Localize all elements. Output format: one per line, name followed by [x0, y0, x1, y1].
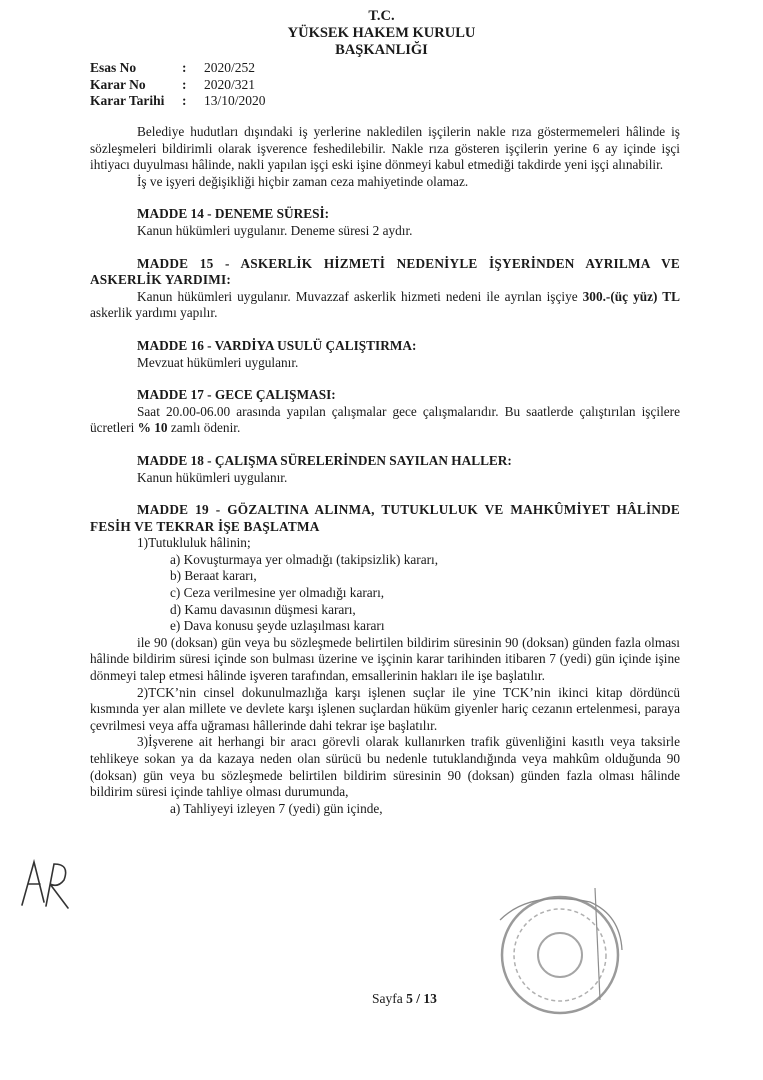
page-label: Sayfa [372, 991, 407, 1006]
article-17-title: MADDE 17 - GECE ÇALIŞMASI: [137, 387, 336, 403]
article-16-text: Mevzuat hükümleri uygulanır. [137, 354, 299, 370]
official-stamp [470, 880, 640, 1020]
list-item: a) Kovuşturmaya yer olmadığı (takipsizlik) kararı, [170, 551, 439, 567]
meta-value: 13/10/2020 [204, 93, 266, 108]
article-19-subsection-1: 1)Tutukluluk hâlinin; [137, 535, 251, 551]
header-presidency: BAŞKANLIĞI [335, 42, 428, 58]
list-item: b) Beraat kararı, [170, 568, 257, 584]
article-18-title: MADDE 18 - ÇALIŞMA SÜRELERİNDEN SAYILAN HALLER: [137, 452, 512, 468]
meta-value: 2020/321 [204, 76, 256, 92]
text-part: Kanun hükümleri uygulanır. Muvazzaf askerlik hizmeti nedeni ile ayrılan işçiye [137, 288, 583, 304]
meta-key: Karar Tarihi [90, 93, 165, 108]
handwritten-initials [10, 850, 80, 920]
document-body [90, 124, 680, 817]
article-19-paragraph-3: 3)İşverene ait herhangi bir aracı görevli olarak kullanırken trafik güvenliğini kasıtlı veya taksirle tehlikeye sokan ya da kazaya neden olan sürücü bu nedenle tutuklandığında veya mahkûm olduğunda 90 (doksan) gün veya bu sözleşmede belirtilen bildirim süresinin 90 (doksan) günden fazla olması hâlinde bildirim süresi içinde tahliye olması durumunda, [90, 734, 680, 800]
list-item: e) Dava konusu şeyde uzlaşılması kararı [170, 618, 385, 634]
case-number-row [90, 60, 266, 77]
document-header [0, 8, 763, 59]
header-tc: T.C. [368, 8, 395, 24]
article-14-text: Kanun hükümleri uygulanır. Deneme süresi 2 aydır. [137, 222, 413, 238]
meta-sep: : [182, 93, 187, 108]
article-19-paragraph-1: ile 90 (doksan) gün veya bu sözleşmede belirtilen bildirim süresinin 90 (doksan) günden fazla olması hâlinde bildirim süresi içinde son bulması üzerine ve işçinin karar tarihinden itibaren 7 (yedi) gün içinde işine dönmeyi talep etmesi hâlinde işveren tarafından, emsallerinin hakları ile işe başlatılır. [90, 634, 680, 684]
page-number: 5 / 13 [406, 991, 437, 1006]
page-footer [372, 991, 437, 1007]
article-19-item-a: a) Tahliyeyi izleyen 7 (yedi) gün içinde, [170, 800, 383, 816]
article-15-text [90, 289, 680, 322]
percentage: % 10 [137, 420, 168, 436]
meta-sep: : [182, 76, 187, 92]
list-item: c) Ceza verilmesine yer olmadığı kararı, [170, 585, 385, 601]
intro-paragraph: Belediye hudutları dışındaki iş yerlerine nakledilen işçilerin nakle rıza göstermemeleri hâlinde iş sözleşmeleri bildirimli olarak işverence feshedilebilir. Nakle rıza gösteren işçilerin yerine 6 ay içinde işçi ihtiyacı duyulması hâlinde, nakli yapılan işçi eski işine dönmeyi kabul etmediği takdirde yeni işçi alınabilir. [90, 124, 680, 173]
decision-number-row [90, 77, 266, 94]
case-info [90, 60, 266, 110]
meta-key: Karar No [90, 76, 146, 92]
article-19-paragraph-2: 2)TCK’nin cinsel dokunulmazlığa karşı işlenen suçlar ile yine TCK’nin ikinci kitap dördüncü kısmında yer alan millete ve devlete karşı işlenen suçlardan hüküm giyenler hariç cezanın ertelenmesi, paraya çevrilmesi veya affa uğraması hâllerinde dahi tekrar işe başlatılır. [90, 684, 680, 733]
article-19-title: MADDE 19 - GÖZALTINA ALINMA, TUTUKLULUK VE MAHKÛMİYET HÂLİNDE FESİH VE TEKRAR İŞE BAŞLATMA [90, 502, 680, 534]
list-item: d) Kamu davasının düşmesi kararı, [170, 601, 356, 617]
text-part: Saat 20.00-06.00 arasında yapılan çalışmalar gece çalışmalarıdır. Bu saatlerde çalıştırılan işçilere ücretleri [90, 403, 680, 436]
decision-date-row [90, 93, 266, 110]
text-part: askerlik yardımı yapılır. [90, 305, 218, 321]
amount: 300.-(üç yüz) TL [582, 288, 680, 304]
text-part: zamlı ödenir. [167, 420, 241, 436]
article-16-title: MADDE 16 - VARDİYA USULÜ ÇALIŞTIRMA: [137, 337, 417, 353]
article-18-text: Kanun hükümleri uygulanır. [137, 469, 288, 485]
article-14-title: MADDE 14 - DENEME SÜRESİ: [137, 206, 330, 222]
meta-key: Esas No [90, 60, 137, 75]
meta-value: 2020/252 [204, 60, 256, 75]
intro-paragraph-2: İş ve işyeri değişikliği hiçbir zaman ceza mahiyetinde olamaz. [137, 173, 469, 189]
meta-sep: : [182, 60, 187, 75]
article-17-text [90, 404, 680, 437]
header-institution: YÜKSEK HAKEM KURULU [287, 25, 476, 41]
article-15-title: MADDE 15 - ASKERLİK HİZMETİ NEDENİYLE İŞYERİNDEN AYRILMA VE ASKERLİK YARDIMI: [90, 255, 680, 288]
